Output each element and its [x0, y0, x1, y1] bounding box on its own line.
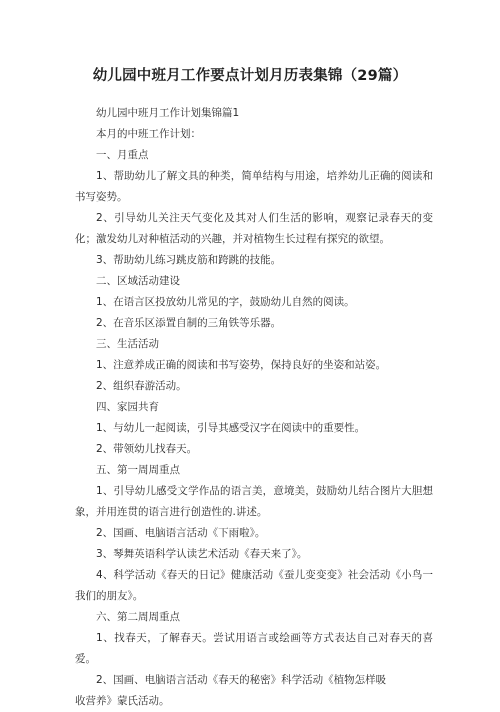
- section-heading: 六、第二周周重点: [96, 611, 180, 623]
- article-heading: 幼儿园中班月工作计划集锦篇1: [96, 107, 240, 119]
- section-heading: 二、区域活动建设: [96, 275, 180, 287]
- paragraph-continuation: 收营养》蒙氏活动。: [75, 695, 170, 707]
- section-heading: 三、生活活动: [96, 338, 159, 350]
- paragraph: 1、找春天，了解春天。尝试用语言或绘画等方式表达自己对春天的喜爱。: [75, 632, 433, 665]
- section-heading: 五、第一周周重点: [96, 464, 180, 476]
- paragraph: 1、引导幼儿感受文学作品的语言美，意境美，鼓励幼儿结合图片大胆想象，并用连贯的语言进行创造性的.讲述。: [75, 485, 433, 518]
- paragraph: 2、国画、电脑语言活动《春天的秘密》科学活动《植物怎样吸: [96, 674, 387, 686]
- paragraph: 3、帮助幼儿练习跳皮筋和跨跳的技能。: [96, 254, 282, 266]
- paragraph: 3、琴舞英语科学认读艺术活动《春天来了》。: [96, 548, 308, 560]
- document-body: [75, 103, 433, 712]
- paragraph: 2、带领幼儿找春天。: [96, 443, 198, 455]
- paragraph: 2、引导幼儿关注天气变化及其对人们生活的影响，观察记录春天的变化；激发幼儿对种植活动的兴趣，并对植物生长过程有探究的欲望。: [75, 212, 433, 245]
- paragraph: 1、与幼儿一起阅读，引导其感受汉字在阅读中的重要性。: [96, 422, 366, 434]
- paragraph: 1、注意养成正确的阅读和书写姿势，保持良好的坐姿和站姿。: [96, 359, 387, 371]
- paragraph: 本月的中班工作计划：: [96, 128, 201, 140]
- section-heading: 一、月重点: [96, 149, 149, 161]
- paragraph: 2、在音乐区添置自制的三角铁等乐器。: [96, 317, 282, 329]
- document-title: 幼儿园中班月工作要点计划月历表集锦（29篇）: [92, 68, 408, 84]
- paragraph: 2、国画、电脑语言活动《下雨啦》。: [96, 527, 266, 539]
- paragraph: 1、在语言区投放幼儿常见的字，鼓励幼儿自然的阅读。: [96, 296, 355, 308]
- paragraph: 1、帮助幼儿了解文具的种类，简单结构与用途，培养幼儿正确的阅读和书写姿势。: [75, 170, 433, 203]
- paragraph: 4、科学活动《春天的日记》健康活动《蚕儿变变变》社会活动《小鸟一我们的朋友》。: [75, 569, 433, 602]
- paragraph: 2、组织春游活动。: [96, 380, 187, 392]
- section-heading: 四、家园共育: [96, 401, 159, 413]
